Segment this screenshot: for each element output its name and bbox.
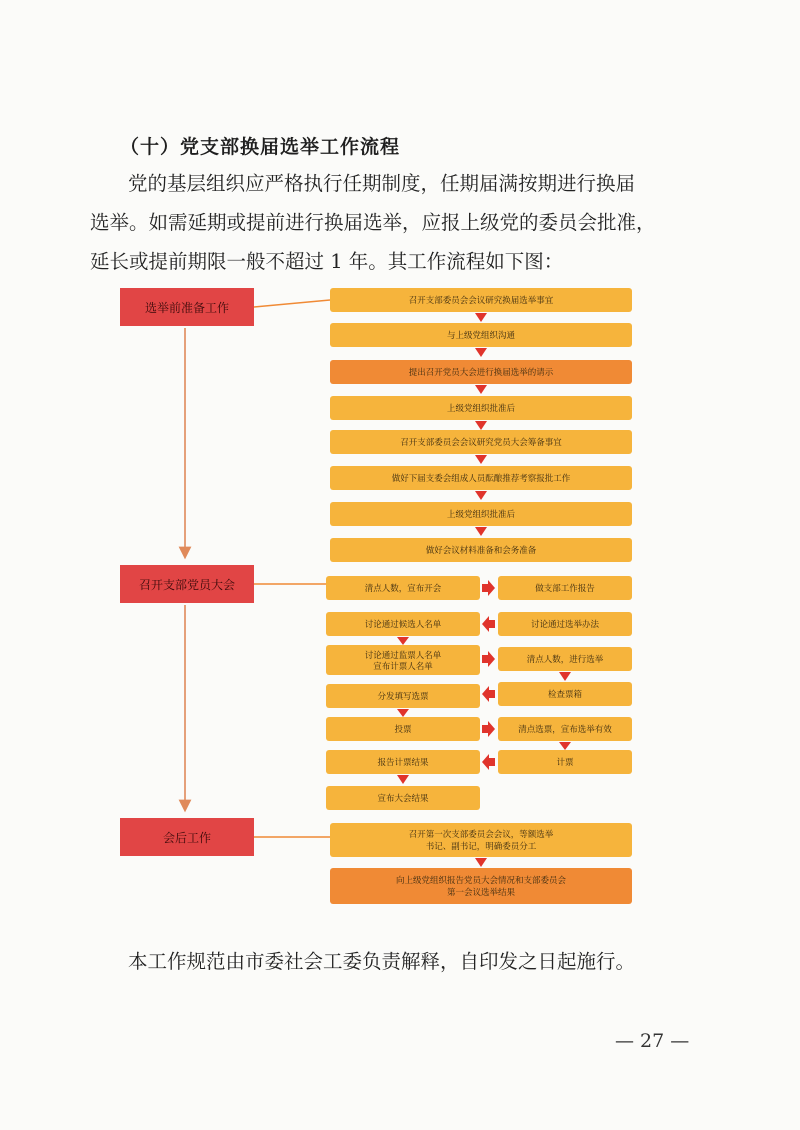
meeting-right-2 <box>498 647 632 671</box>
meeting-right-5 <box>498 750 632 774</box>
h-arrow-left-4 <box>482 686 495 702</box>
svg-text:清点人数，进行选举: 清点人数，进行选举 <box>526 655 604 665</box>
section-heading: （十）党支部换届选举工作流程 <box>120 136 401 158</box>
h-arrow-left-2 <box>482 616 495 632</box>
svg-text:检查票箱: 检查票箱 <box>547 690 583 700</box>
intro-line-1: 党的基层组织应严格执行任期制度，任期届满按期进行换届 <box>128 172 636 195</box>
prep-arrow-3 <box>475 421 487 430</box>
meeting-left-arrow-1 <box>397 637 409 645</box>
prep-step-6 <box>330 502 632 526</box>
svg-text:召开支部委员会会议研究党员大会筹备事宜: 召开支部委员会会议研究党员大会筹备事宜 <box>400 438 562 448</box>
meeting-left-5 <box>326 750 480 774</box>
meeting-left-arrow-3 <box>397 709 409 717</box>
intro-line-3: 延长或提前期限一般不超过 1 年。其工作流程如下图： <box>90 250 564 273</box>
meeting-left-2 <box>326 645 480 675</box>
prep-arrow-0 <box>475 313 487 322</box>
svg-text:计票: 计票 <box>556 758 574 768</box>
meeting-left-3 <box>326 684 480 708</box>
svg-text:第一会议选举结果: 第一会议选举结果 <box>446 888 516 898</box>
svg-text:做好下届支委会组成人员酝酿推荐考察报批工作: 做好下届支委会组成人员酝酿推荐考察报批工作 <box>391 474 571 484</box>
svg-text:做支部工作报告: 做支部工作报告 <box>535 584 595 594</box>
svg-text:清点选票，宣布选举有效: 清点选票，宣布选举有效 <box>518 725 612 735</box>
meeting-left-1 <box>326 612 480 636</box>
svg-text:报告计票结果: 报告计票结果 <box>377 758 429 768</box>
svg-text:讨论通过选举办法: 讨论通过选举办法 <box>530 620 600 630</box>
meeting-right-1 <box>498 612 632 636</box>
svg-text:上级党组织批准后: 上级党组织批准后 <box>446 510 516 520</box>
svg-text:上级党组织批准后: 上级党组织批准后 <box>446 404 516 414</box>
h-arrow-right-1 <box>482 580 495 596</box>
svg-text:书记、副书记，明确委员分工: 书记、副书记，明确委员分工 <box>425 842 537 852</box>
post-step-0 <box>330 823 632 857</box>
meeting-right-4 <box>498 717 632 741</box>
prep-step-7 <box>330 538 632 562</box>
prep-arrow-6 <box>475 527 487 536</box>
svg-text:向上级党组织报告党员大会情况和支部委员会: 向上级党组织报告党员大会情况和支部委员会 <box>395 876 567 886</box>
prep-arrow-1 <box>475 348 487 357</box>
h-arrow-left-6 <box>482 754 495 770</box>
svg-text:提出召开党员大会进行换届选举的请示: 提出召开党员大会进行换届选举的请示 <box>408 368 554 378</box>
page-number: — 27 — <box>615 1030 690 1052</box>
prep-step-0 <box>330 288 632 312</box>
meeting-right-3 <box>498 682 632 706</box>
svg-text:清点人数，宣布开会: 清点人数，宣布开会 <box>364 584 442 594</box>
meeting-right-arrow-2 <box>559 672 571 681</box>
svg-text:宣布计票人名单: 宣布计票人名单 <box>373 662 433 672</box>
prep-arrow-2 <box>475 385 487 394</box>
svg-text:召开第一次支部委员会会议，等额选举: 召开第一次支部委员会会议，等额选举 <box>408 830 554 840</box>
svg-text:与上级党组织沟通: 与上级党组织沟通 <box>446 331 516 341</box>
meeting-right-arrow-4 <box>559 742 571 750</box>
intro-line-2: 选举。如需延期或提前进行换届选举，应报上级党的委员会批准， <box>90 211 656 234</box>
stage-label-prep: 选举前准备工作 <box>144 301 230 315</box>
meeting-left-6 <box>326 786 480 810</box>
meeting-right-0 <box>498 576 632 600</box>
svg-text:做好会议材料准备和会务准备: 做好会议材料准备和会务准备 <box>425 546 537 556</box>
svg-text:宣布大会结果: 宣布大会结果 <box>377 794 429 804</box>
connector-prep <box>254 300 330 307</box>
stage-label-meeting: 召开支部党员大会 <box>138 578 236 592</box>
svg-text:讨论通过监票人名单: 讨论通过监票人名单 <box>364 651 442 661</box>
prep-step-3 <box>330 396 632 420</box>
prep-step-1 <box>330 323 632 347</box>
meeting-left-0 <box>326 576 480 600</box>
svg-text:分发填写选票: 分发填写选票 <box>377 692 429 702</box>
svg-text:讨论通过候选人名单: 讨论通过候选人名单 <box>364 620 442 630</box>
h-arrow-right-3 <box>482 651 495 667</box>
svg-text:投票: 投票 <box>394 725 412 735</box>
prep-step-2 <box>330 360 632 384</box>
h-arrow-right-5 <box>482 721 495 737</box>
post-step-1 <box>330 868 632 904</box>
post-arrow-0 <box>475 858 487 867</box>
prep-arrow-4 <box>475 455 487 464</box>
prep-step-4 <box>330 430 632 454</box>
closing-statement: 本工作规范由市委社会工委负责解释，自印发之日起施行。 <box>128 950 636 973</box>
prep-step-5 <box>330 466 632 490</box>
meeting-left-4 <box>326 717 480 741</box>
svg-text:召开支部委员会会议研究换届选举事宜: 召开支部委员会会议研究换届选举事宜 <box>408 296 554 306</box>
prep-arrow-5 <box>475 491 487 500</box>
meeting-left-arrow-5 <box>397 775 409 784</box>
stage-label-post: 会后工作 <box>162 831 212 845</box>
